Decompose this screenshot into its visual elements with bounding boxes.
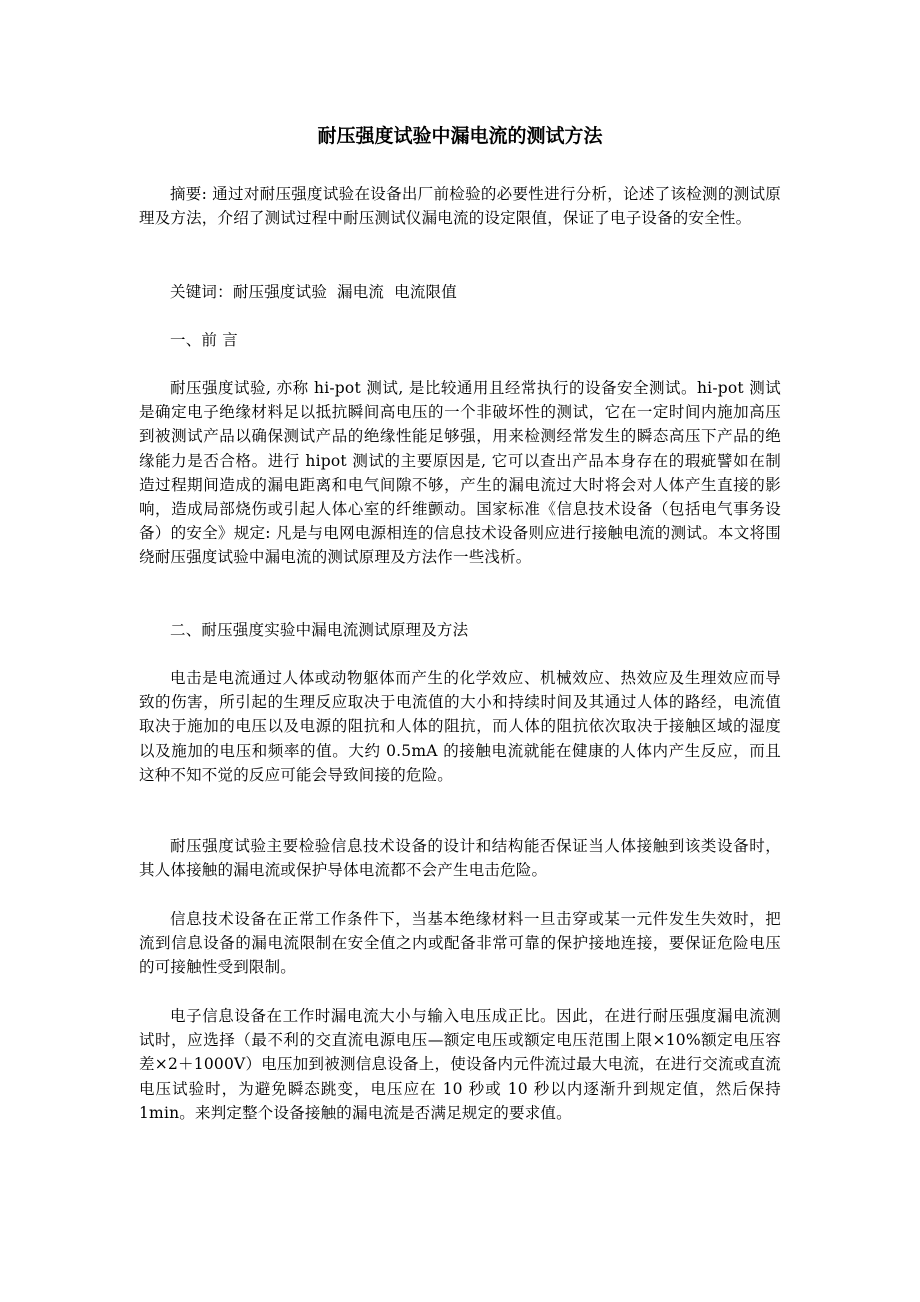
keyword-item: 漏电流: [337, 283, 385, 301]
keyword-item: 电流限值: [394, 283, 457, 301]
keyword-item: 耐压强度试验: [232, 283, 328, 301]
keywords-line: [139, 280, 781, 304]
document-title: 耐压强度试验中漏电流的测试方法: [317, 125, 603, 147]
body-paragraph-test-purpose: 耐压强度试验主要检验信息技术设备的设计和结构能否保证当人体接触到该类设备时，其人体接触的漏电流或保护导体电流都不会产生电击危险。: [139, 837, 781, 880]
body-paragraph-electric-shock: 电击是电流通过人体或动物躯体而产生的化学效应、机械效应、热效应及生理效应而导致的伤害，所引起的生理反应取决于电流值的大小和持续时间及其通过人体的路经，电流值取决于施加的电压以及电源的阻抗和人体的阻抗，而人体的阻抗依次取决于接触区域的湿度以及施加的电压和频率的值。大约 0.5mA 的接触电流就能在健康的人体内产生反应，而且这种不知不觉的反应可能会导致间接的危险。: [139, 669, 781, 784]
section-heading-principle: 二、耐压强度实验中漏电流测试原理及方法: [170, 621, 469, 639]
abstract-paragraph: 摘要: 通过对耐压强度试验在设备出厂前检验的必要性进行分析，论述了该检测的测试原理及方法，介绍了测试过程中耐压测试仪漏电流的设定限值，保证了电子设备的安全性。: [139, 185, 781, 228]
intro-paragraph: 耐压强度试验, 亦称 hi-pot 测试, 是比较通用且经常执行的设备安全测试。hi-pot 测试是确定电子绝缘材料足以抵抗瞬间高电压的一个非破坏性的测试，它在一定时间内施加高压到被测试产品以确保测试产品的绝缘性能足够强，用来检测经常发生的瞬态高压下产品的绝缘能力是否合格。进行 hipot 测试的主要原因是, 它可以查出产品本身存在的瑕疵譬如在制造过程期间造成的漏电距离和电气间隙不够，产生的漏电流过大时将会对人体产生直接的影响，造成局部烧伤或引起人体心室的纤维颤动。国家标准《信息技术设备（包括电气事务设备）的安全》规定: 凡是与电网电源相连的信息技术设备则应进行接触电流的测试。本文将围绕耐压强度试验中漏电流的测试原理及方法作一些浅析。: [139, 379, 781, 567]
section-heading-intro: 一、前 言: [170, 331, 238, 349]
keywords-label: 关键词：: [170, 283, 233, 301]
body-paragraph-insulation: 信息技术设备在正常工作条件下，当基本绝缘材料一旦击穿或某一元件发生失效时，把流到信息设备的漏电流限制在安全值之内或配备非常可靠的保护接地连接，要保证危险电压的可接触性受到限制。: [139, 910, 781, 977]
body-paragraph-leakage-current: 电子信息设备在工作时漏电流大小与输入电压成正比。因此，在进行耐压强度漏电流测试时，应选择（最不利的交直流电源电压—额定电压或额定电压范围上限×10%额定电压容差×2＋1000V）电压加到被测信息设备上，使设备内元件流过最大电流，在进行交流或直流电压试验时，为避免瞬态跳变，电压应在 10 秒或 10 秒以内逐渐升到规定值，然后保持 1min。来判定整个设备接触的漏电流是否满足规定的要求值。: [139, 1007, 781, 1122]
